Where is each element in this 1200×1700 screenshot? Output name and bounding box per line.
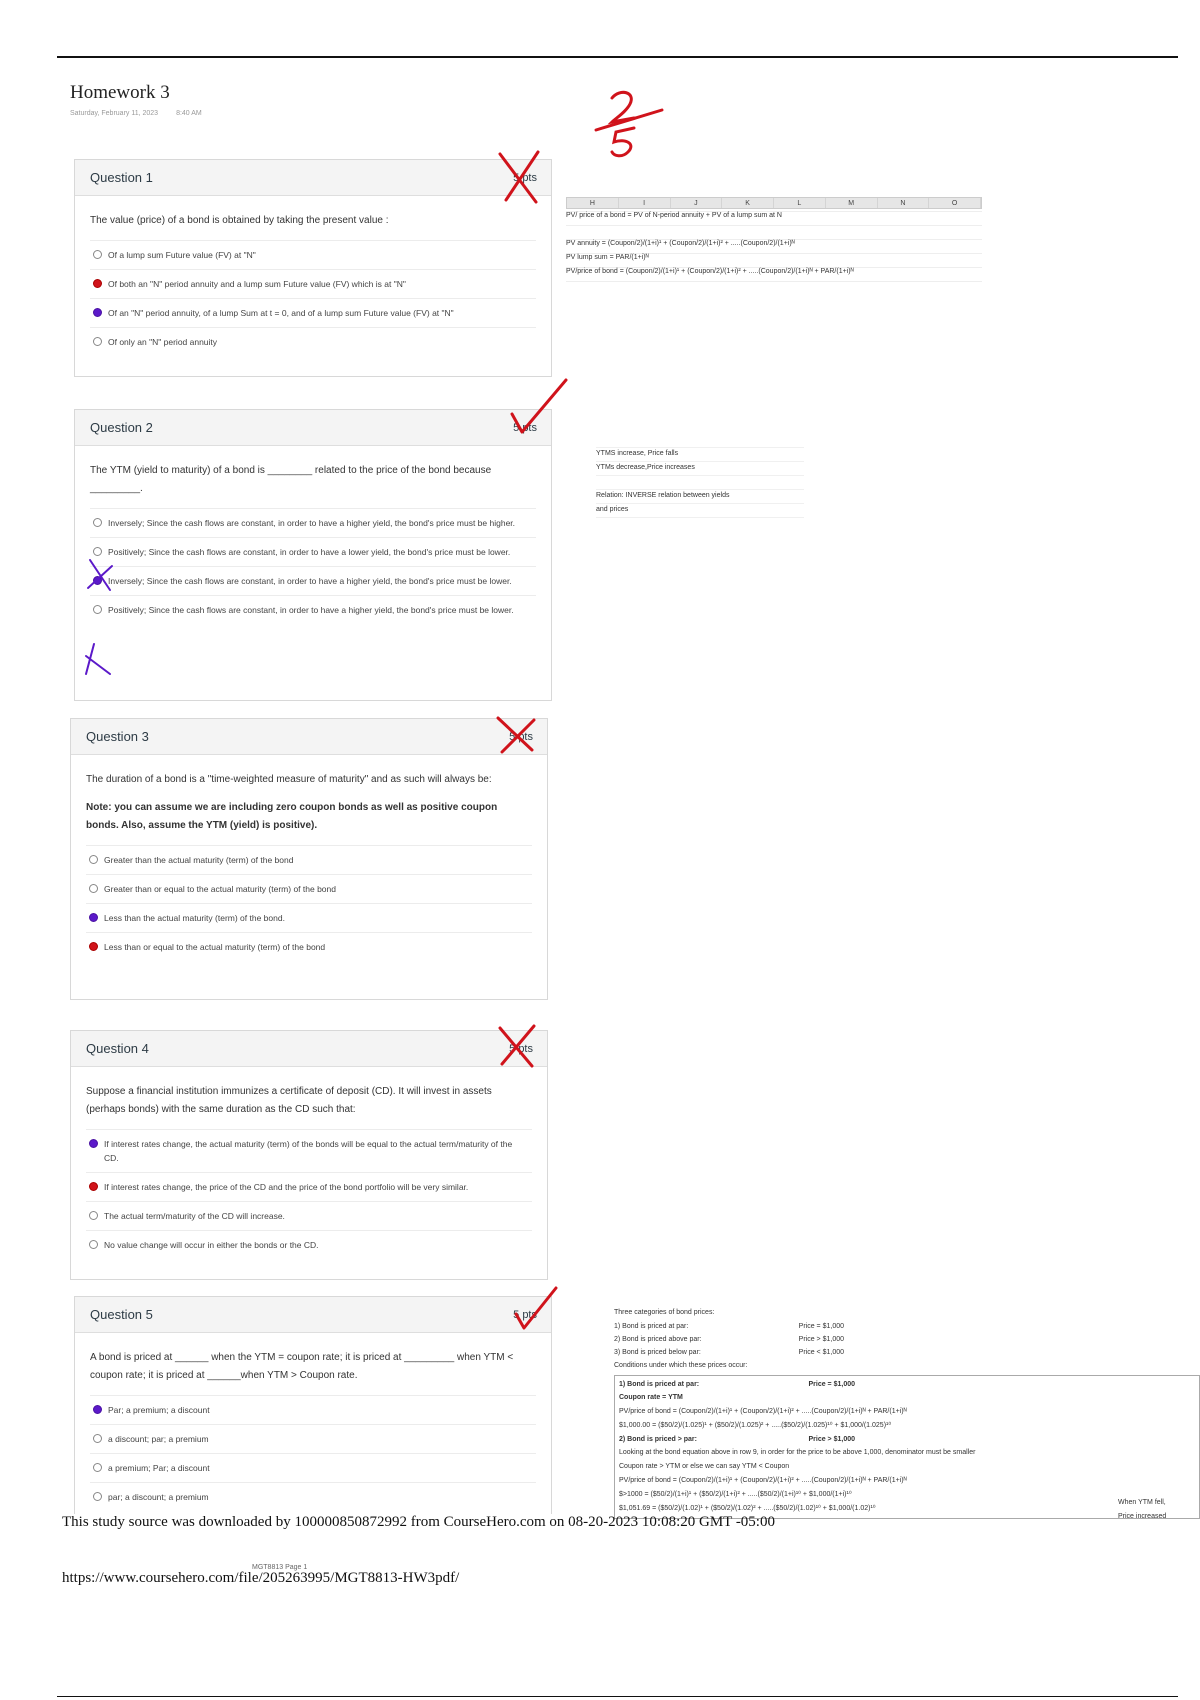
block-heading (619, 1433, 855, 1446)
question-text: The value (price) of a bond is obtained by taking the present value : (90, 215, 389, 226)
question-card-1 (74, 159, 552, 377)
answer-option[interactable] (86, 845, 532, 874)
date-text: Saturday, February 11, 2023 (70, 110, 159, 117)
category-label: 3) Bond is priced below par: (614, 1349, 701, 1356)
answer-text: Of a lump sum Future value (FV) at "N" (108, 250, 256, 260)
spreadsheet-excerpt-bond-price-categories (614, 1306, 1200, 1528)
answer-text: Inversely; Since the cash flows are constant, in order to have a higher yield, the bond's price must be higher. (108, 518, 516, 528)
column-label: O (929, 198, 981, 208)
answer-option[interactable] (86, 1172, 532, 1201)
spreadsheet-line: Relation: INVERSE relation between yields (596, 492, 730, 499)
spreadsheet-excerpt-bond-pricing (566, 197, 982, 285)
handwritten-grade-2-of-5 (590, 88, 670, 160)
radio-button-marked-purple[interactable] (93, 1405, 102, 1414)
download-notice: This study source was downloaded by 100000850872992 from CourseHero.com on 08-20-2023 10:08:20 GMT -05:00 (62, 1514, 775, 1530)
answer-text: a premium; Par; a discount (108, 1463, 210, 1473)
block-value: Price = $1,000 (808, 1381, 855, 1388)
spreadsheet-line (596, 475, 804, 489)
answer-text: Positively; Since the cash flows are constant, in order to have a higher yield, the bond's price must be lower. (108, 605, 514, 615)
answer-text: Positively; Since the cash flows are constant, in order to have a lower yield, the bond's price must be lower. (108, 547, 511, 557)
radio-button[interactable] (89, 855, 98, 864)
answer-text: Greater than or equal to the actual maturity (term) of the bond (104, 884, 336, 894)
source-url-link[interactable]: https://www.coursehero.com/file/205263995/MGT8813-HW3pdf/ (62, 1570, 460, 1586)
spreadsheet-line: $>1000 = ($50/2)/(1+i)¹ + ($50/2)/(1+i)² + .....($50/2)/(1+i)¹⁰ + $1,000/(1+i)¹⁰ (619, 1491, 852, 1498)
radio-button[interactable] (93, 250, 102, 259)
question-text: The duration of a bond is a "time-weighted measure of maturity" and as such will always be: (86, 774, 492, 785)
radio-button[interactable] (89, 884, 98, 893)
category-value: Price = $1,000 (798, 1323, 844, 1330)
question-text: Suppose a financial institution immunizes a certificate of deposit (CD). It will invest in assets (perhaps bonds) with the same duration as the CD such that: (86, 1086, 492, 1115)
question-text: A bond is priced at ______ when the YTM = coupon rate; it is priced at _________ when YTM < coupon rate; it is priced at ______when YTM > Coupon rate. (90, 1352, 514, 1381)
answer-text: Of an "N" period annuity, of a lump Sum at t = 0, and of a lump sum Future value (FV) at "N" (108, 308, 454, 318)
question-body (71, 755, 547, 967)
question-points: 5 pts (513, 171, 537, 184)
answer-option[interactable] (86, 932, 532, 961)
question-header (71, 1031, 547, 1067)
spreadsheet-line: YTMs decrease,Price increases (596, 464, 695, 471)
radio-button[interactable] (89, 1211, 98, 1220)
par-pricing-block (614, 1375, 1200, 1519)
spreadsheet-line: PV/ price of a bond = PV of N-period annuity + PV of a lump sum at N (566, 212, 782, 219)
answer-text: Par; a premium; a discount (108, 1405, 210, 1415)
column-label: M (826, 198, 878, 208)
answer-option[interactable] (90, 1395, 536, 1424)
side-note (1118, 1496, 1166, 1524)
answer-option[interactable] (90, 566, 536, 595)
question-card-4 (70, 1030, 548, 1280)
column-label: N (878, 198, 930, 208)
document-title: Homework 3 (70, 82, 170, 103)
radio-button[interactable] (93, 518, 102, 527)
block-label: 2) Bond is priced > par: (619, 1436, 697, 1443)
radio-button-marked-red[interactable] (89, 942, 98, 951)
answer-text: If interest rates change, the actual maturity (term) of the bonds will be equal to the actual term/maturity of the CD. (104, 1139, 513, 1163)
category-row (614, 1346, 844, 1359)
answer-text: Inversely; Since the cash flows are constant, in order to have a higher yield, the bond's price must be lower. (108, 576, 512, 586)
category-row (614, 1333, 844, 1346)
answer-text: The actual term/maturity of the CD will increase. (104, 1211, 285, 1221)
answer-option[interactable] (90, 298, 536, 327)
answer-option[interactable] (90, 240, 536, 269)
column-label: J (671, 198, 723, 208)
column-label: L (774, 198, 826, 208)
answer-text: Of only an "N" period annuity (108, 337, 218, 347)
radio-button[interactable] (89, 1240, 98, 1249)
page-label: MGT8813 Page 1 (252, 1564, 308, 1571)
answer-option[interactable] (90, 1482, 536, 1511)
question-text: The YTM (yield to maturity) of a bond is ________ related to the price of the bond because _________. (90, 465, 492, 494)
spreadsheet-line: PV/price of bond = (Coupon/2)/(1+i)¹ + (Coupon/2)/(1+i)² + .....(Coupon/2)/(1+i)ᴺ + PAR/(1+i)ᴺ (566, 268, 854, 275)
top-rule (57, 56, 1178, 58)
side-note-line: Price increased (1118, 1513, 1167, 1520)
answer-text: Less than the actual maturity (term) of the bond. (104, 913, 285, 923)
spreadsheet-line: PV lump sum = PAR/(1+i)ᴺ (566, 254, 649, 261)
radio-button[interactable] (93, 1463, 102, 1472)
spreadsheet-line: $1,051.69 = ($50/2)/(1.02)¹ + ($50/2)/(1.02)² + .....($50/2)/(1.02)¹⁰ + $1,000/(1.02)¹⁰ (619, 1505, 876, 1512)
spreadsheet-line: PV annuity = (Coupon/2)/(1+i)¹ + (Coupon/2)/(1+i)² + .....(Coupon/2)/(1+i)ᴺ (566, 240, 795, 247)
question-card-2 (74, 409, 552, 701)
radio-button[interactable] (93, 547, 102, 556)
question-body (75, 1333, 551, 1517)
radio-button-marked-purple[interactable] (89, 913, 98, 922)
answer-option[interactable] (86, 903, 532, 932)
block-label: 1) Bond is priced at par: (619, 1381, 700, 1388)
answer-option[interactable] (86, 1129, 532, 1172)
spreadsheet-excerpt-ytm-relation (596, 447, 804, 523)
question-points: 5 pts (513, 1308, 537, 1321)
question-card-3 (70, 718, 548, 1000)
question-body (75, 446, 551, 630)
column-label: I (619, 198, 671, 208)
spreadsheet-line: Conditions under which these prices occur: (614, 1362, 748, 1369)
answer-option[interactable] (90, 537, 536, 566)
radio-button-marked-red[interactable] (89, 1182, 98, 1191)
spreadsheet-line: $1,000.00 = ($50/2)/(1.025)¹ + ($50/2)/(1.025)² + .....($50/2)/(1.025)¹⁰ + $1,000/(1.025)¹⁰ (619, 1422, 892, 1429)
radio-button-marked-purple[interactable] (93, 308, 102, 317)
document-date (70, 110, 202, 117)
radio-button-marked-purple[interactable] (93, 576, 102, 585)
block-heading (619, 1378, 855, 1391)
radio-button[interactable] (93, 605, 102, 614)
bottom-rule (57, 1696, 1178, 1697)
answer-option[interactable] (86, 874, 532, 903)
answer-option[interactable] (90, 508, 536, 537)
answer-text: Greater than the actual maturity (term) of the bond (104, 855, 294, 865)
radio-button[interactable] (93, 337, 102, 346)
column-label: K (722, 198, 774, 208)
spreadsheet-line: PV/price of bond = (Coupon/2)/(1+i)¹ + (Coupon/2)/(1+i)² + .....(Coupon/2)/(1+i)ᴺ + PAR/(1+i)ᴺ (619, 1477, 907, 1484)
question-title: Question 4 (86, 1041, 149, 1056)
category-value: Price < $1,000 (798, 1349, 844, 1356)
radio-button[interactable] (93, 1492, 102, 1501)
radio-button[interactable] (93, 1434, 102, 1443)
question-header (75, 410, 551, 446)
block-value: Price > $1,000 (808, 1436, 855, 1443)
question-body (71, 1067, 547, 1265)
answer-text: a discount; par; a premium (108, 1434, 209, 1444)
radio-button-marked-purple[interactable] (89, 1139, 98, 1148)
spreadsheet-line: Three categories of bond prices: (614, 1309, 715, 1316)
spreadsheet-line: PV/price of bond = (Coupon/2)/(1+i)¹ + (Coupon/2)/(1+i)² + .....(Coupon/2)/(1+i)ᴺ + PAR/(1+i)ᴺ (619, 1408, 907, 1415)
spreadsheet-line: Looking at the bond equation above in row 9, in order for the price to be above 1,000, denominator must be smaller (619, 1449, 976, 1456)
question-header (75, 160, 551, 196)
answer-option[interactable] (90, 1424, 536, 1453)
answer-option[interactable] (90, 1453, 536, 1482)
question-header (71, 719, 547, 755)
question-header (75, 1297, 551, 1333)
answer-option[interactable] (90, 595, 536, 624)
question-body (75, 196, 551, 362)
radio-button-marked-red[interactable] (93, 279, 102, 288)
question-points: 5 pts (513, 421, 537, 434)
question-card-5 (74, 1296, 552, 1514)
answer-text: Less than or equal to the actual maturity (term) of the bond (104, 942, 326, 952)
spreadsheet-line (566, 223, 982, 237)
question-note: Note: you can assume we are including zero coupon bonds as well as positive coupon bonds. Also, assume the YTM (yield) is positive). (86, 802, 498, 831)
time-text: 8:40 AM (176, 110, 202, 117)
spreadsheet-line: Coupon rate = YTM (619, 1394, 683, 1401)
question-title: Question 2 (90, 420, 153, 435)
side-note-line: When YTM fell, (1118, 1499, 1166, 1506)
question-points: 5 pts (509, 730, 533, 743)
answer-text: Of both an "N" period annuity and a lump sum Future value (FV) which is at "N" (108, 279, 406, 289)
category-label: 2) Bond is priced above par: (614, 1336, 702, 1343)
category-value: Price > $1,000 (798, 1336, 844, 1343)
spreadsheet-line: YTMS increase, Price falls (596, 450, 679, 457)
question-title: Question 5 (90, 1307, 153, 1322)
spreadsheet-column-header (566, 197, 982, 209)
answer-text: par; a discount; a premium (108, 1492, 209, 1502)
answer-option[interactable] (90, 269, 536, 298)
spreadsheet-line: Coupon rate > YTM or else we can say YTM < Coupon (619, 1463, 790, 1470)
answer-option[interactable] (90, 327, 536, 356)
question-title: Question 3 (86, 729, 149, 744)
column-label: H (567, 198, 619, 208)
answer-option[interactable] (86, 1230, 532, 1259)
question-points: 5 pts (509, 1042, 533, 1055)
spreadsheet-line: and prices (596, 506, 629, 513)
answer-option[interactable] (86, 1201, 532, 1230)
question-title: Question 1 (90, 170, 153, 185)
answer-text: No value change will occur in either the bonds or the CD. (104, 1240, 319, 1250)
answer-text: If interest rates change, the price of the CD and the price of the bond portfolio will be very similar. (104, 1182, 469, 1192)
category-label: 1) Bond is priced at par: (614, 1323, 689, 1330)
category-row (614, 1320, 844, 1333)
